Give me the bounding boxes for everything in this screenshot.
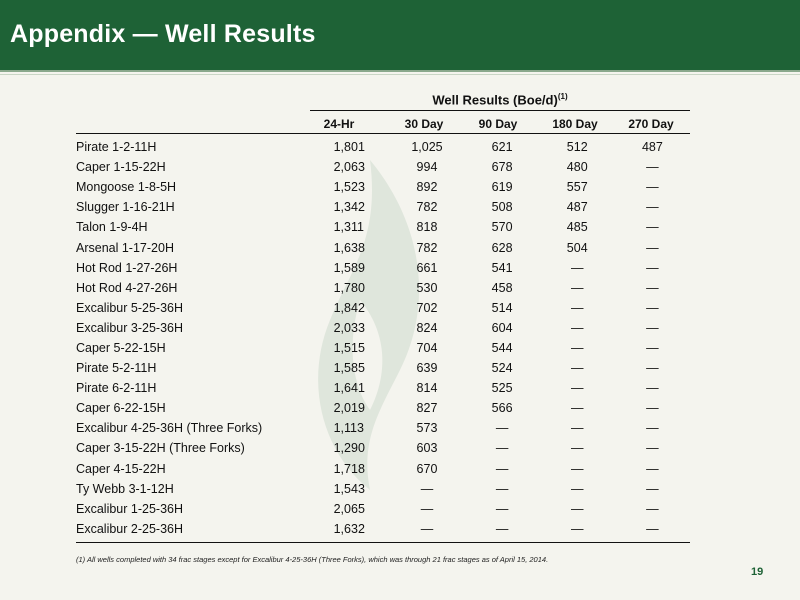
value-30day-cell: 814 (416, 381, 438, 396)
column-header-270day: 270 Day (628, 117, 674, 131)
value-24hr-cell: 1,801 (333, 140, 365, 155)
group-header-underline (310, 110, 690, 111)
well-name-cell: Slugger 1-16-21H (76, 200, 175, 215)
value-90day-cell: 508 (491, 200, 513, 215)
value-180day-cell: 557 (566, 180, 588, 195)
table-row (76, 197, 690, 217)
value-24hr-cell: 2,063 (333, 160, 365, 175)
value-180day-cell: — (570, 441, 584, 456)
value-180day-cell: — (570, 361, 584, 376)
value-270day-cell: — (646, 481, 659, 496)
group-header-label: Well Results (Boe/d) (432, 92, 558, 108)
value-30day-cell: 639 (416, 361, 438, 376)
well-name-cell: Caper 1-15-22H (76, 160, 166, 175)
value-24hr-cell: 2,019 (333, 401, 365, 416)
table-row (76, 318, 690, 338)
value-30day-cell: 782 (416, 240, 438, 255)
table-row (76, 479, 690, 499)
value-270day-cell: — (646, 240, 659, 255)
value-90day-cell: — (495, 501, 509, 516)
column-header-24hr: 24-Hr (323, 117, 355, 131)
value-270day-cell: — (646, 300, 659, 315)
column-header-30day: 30 Day (404, 117, 444, 131)
value-24hr-cell: 2,065 (333, 501, 365, 516)
value-180day-cell: — (570, 401, 584, 416)
value-24hr-cell: 1,515 (333, 340, 365, 355)
value-30day-cell: — (420, 481, 434, 496)
value-24hr-cell: 1,589 (333, 260, 365, 275)
value-90day-cell: 544 (491, 340, 513, 355)
value-24hr-cell: 1,585 (333, 361, 365, 376)
value-90day-cell: 566 (491, 401, 513, 416)
well-name-cell: Hot Rod 4-27-26H (76, 280, 178, 295)
value-30day-cell: 824 (416, 320, 438, 335)
value-90day-cell: — (495, 441, 509, 456)
well-name-cell: Arsenal 1-17-20H (76, 240, 174, 255)
value-180day-cell: — (570, 381, 584, 396)
column-header-90day: 90 Day (478, 117, 518, 131)
table-row (76, 438, 690, 458)
value-30day-cell: 670 (416, 461, 438, 476)
well-name-cell: Pirate 6-2-11H (76, 381, 157, 396)
value-270day-cell: — (646, 180, 659, 195)
value-180day-cell: 512 (566, 140, 588, 155)
header-underline (76, 133, 690, 134)
value-30day-cell: 704 (416, 340, 438, 355)
value-30day-cell: 827 (416, 401, 438, 416)
table-bottom-rule (76, 542, 690, 543)
value-180day-cell: — (570, 421, 584, 436)
value-30day-cell: 818 (416, 220, 438, 235)
value-24hr-cell: 1,632 (333, 521, 365, 536)
value-180day-cell: — (570, 320, 584, 335)
value-24hr-cell: 2,033 (333, 320, 365, 335)
value-270day-cell: — (646, 320, 659, 335)
value-270day-cell: — (646, 521, 659, 536)
value-270day-cell: — (646, 441, 659, 456)
value-180day-cell: 480 (566, 160, 588, 175)
well-name-cell: Pirate 5-2-11H (76, 361, 157, 376)
value-90day-cell: 514 (491, 300, 513, 315)
value-180day-cell: — (570, 461, 584, 476)
value-30day-cell: 702 (416, 300, 438, 315)
well-name-cell: Mongoose 1-8-5H (76, 180, 177, 195)
table-row (76, 278, 690, 298)
table-row (76, 418, 690, 438)
value-270day-cell: — (646, 220, 659, 235)
value-90day-cell: — (495, 521, 509, 536)
value-24hr-cell: 1,718 (333, 461, 365, 476)
value-30day-cell: 1,025 (411, 140, 443, 155)
value-24hr-cell: 1,311 (333, 220, 364, 235)
table-group-header (310, 92, 690, 107)
value-270day-cell: — (646, 381, 659, 396)
value-24hr-cell: 1,523 (333, 180, 365, 195)
footnote: (1) All wells completed with 34 frac stages except for Excalibur 4-25-36H (Three Forks), which was through 21 frac stages as of April 15, 2014. (76, 555, 549, 564)
well-name-cell: Excalibur 1-25-36H (76, 501, 183, 516)
value-24hr-cell: 1,113 (333, 421, 364, 436)
value-90day-cell: 621 (491, 140, 513, 155)
value-90day-cell: 628 (491, 240, 513, 255)
value-90day-cell: 604 (491, 320, 513, 335)
title-divider-thin (0, 74, 800, 75)
table-row (76, 358, 690, 378)
value-270day-cell: — (646, 280, 659, 295)
value-30day-cell: — (420, 501, 434, 516)
value-90day-cell: 524 (491, 361, 513, 376)
well-name-cell: Hot Rod 1-27-26H (76, 260, 178, 275)
table-row (76, 519, 690, 539)
well-name-cell: Excalibur 5-25-36H (76, 300, 183, 315)
value-180day-cell: — (570, 300, 584, 315)
value-180day-cell: 487 (566, 200, 588, 215)
table-row (76, 499, 690, 519)
value-180day-cell: — (570, 501, 584, 516)
table-row (76, 459, 690, 479)
value-30day-cell: 530 (416, 280, 438, 295)
table-row (76, 237, 690, 257)
value-270day-cell: — (646, 200, 659, 215)
value-30day-cell: — (420, 521, 434, 536)
value-90day-cell: 678 (491, 160, 513, 175)
value-30day-cell: 782 (416, 200, 438, 215)
table-row (76, 298, 690, 318)
title-bar (0, 0, 800, 70)
page-title: Appendix — Well Results (10, 20, 316, 48)
value-24hr-cell: 1,641 (333, 381, 365, 396)
group-header-footnote-ref: (1) (557, 92, 568, 101)
value-180day-cell: 504 (566, 240, 588, 255)
value-24hr-cell: 1,543 (333, 481, 365, 496)
value-180day-cell: — (570, 280, 584, 295)
value-270day-cell: — (646, 421, 659, 436)
value-24hr-cell: 1,842 (333, 300, 365, 315)
well-name-cell: Excalibur 4-25-36H (Three Forks) (76, 421, 263, 436)
value-180day-cell: — (570, 260, 584, 275)
table-row (76, 338, 690, 358)
value-180day-cell: — (570, 481, 584, 496)
value-90day-cell: 541 (491, 260, 513, 275)
value-270day-cell: — (646, 501, 659, 516)
value-24hr-cell: 1,780 (333, 280, 365, 295)
well-name-cell: Excalibur 2-25-36H (76, 521, 183, 536)
well-name-cell: Excalibur 3-25-36H (76, 320, 183, 335)
value-180day-cell: — (570, 521, 584, 536)
table-row (76, 398, 690, 418)
table-row (76, 258, 690, 278)
value-30day-cell: 892 (416, 180, 438, 195)
value-90day-cell: — (495, 461, 509, 476)
well-name-cell: Caper 6-22-15H (76, 401, 166, 416)
well-name-cell: Caper 3-15-22H (Three Forks) (76, 441, 245, 456)
well-results-table (76, 137, 690, 539)
value-180day-cell: — (570, 340, 584, 355)
value-270day-cell: — (646, 160, 659, 175)
value-270day-cell: — (646, 461, 659, 476)
value-270day-cell: 487 (641, 140, 663, 155)
value-30day-cell: 994 (416, 160, 438, 175)
page-number: 19 (751, 566, 764, 578)
value-90day-cell: 619 (491, 180, 513, 195)
value-30day-cell: 661 (416, 260, 438, 275)
well-name-cell: Talon 1-9-4H (76, 220, 148, 235)
value-180day-cell: 485 (566, 220, 588, 235)
value-30day-cell: 573 (416, 421, 438, 436)
well-name-cell: Caper 5-22-15H (76, 340, 166, 355)
value-270day-cell: — (646, 340, 659, 355)
value-24hr-cell: 1,290 (333, 441, 365, 456)
well-name-cell: Pirate 1-2-11H (76, 140, 157, 155)
table-row (76, 378, 690, 398)
value-90day-cell: 570 (491, 220, 513, 235)
table-row (76, 157, 690, 177)
table-row (76, 177, 690, 197)
value-90day-cell: — (495, 421, 509, 436)
well-name-cell: Ty Webb 3-1-12H (76, 481, 174, 496)
well-name-cell: Caper 4-15-22H (76, 461, 166, 476)
title-divider (0, 70, 800, 72)
value-90day-cell: 525 (491, 381, 513, 396)
value-90day-cell: — (495, 481, 509, 496)
value-30day-cell: 603 (416, 441, 438, 456)
table-row (76, 217, 690, 237)
value-90day-cell: 458 (491, 280, 513, 295)
value-270day-cell: — (646, 361, 659, 376)
table-row (76, 137, 690, 157)
value-270day-cell: — (646, 401, 659, 416)
column-header-180day: 180 Day (552, 117, 598, 131)
value-270day-cell: — (646, 260, 659, 275)
value-24hr-cell: 1,342 (333, 200, 365, 215)
value-24hr-cell: 1,638 (333, 240, 365, 255)
